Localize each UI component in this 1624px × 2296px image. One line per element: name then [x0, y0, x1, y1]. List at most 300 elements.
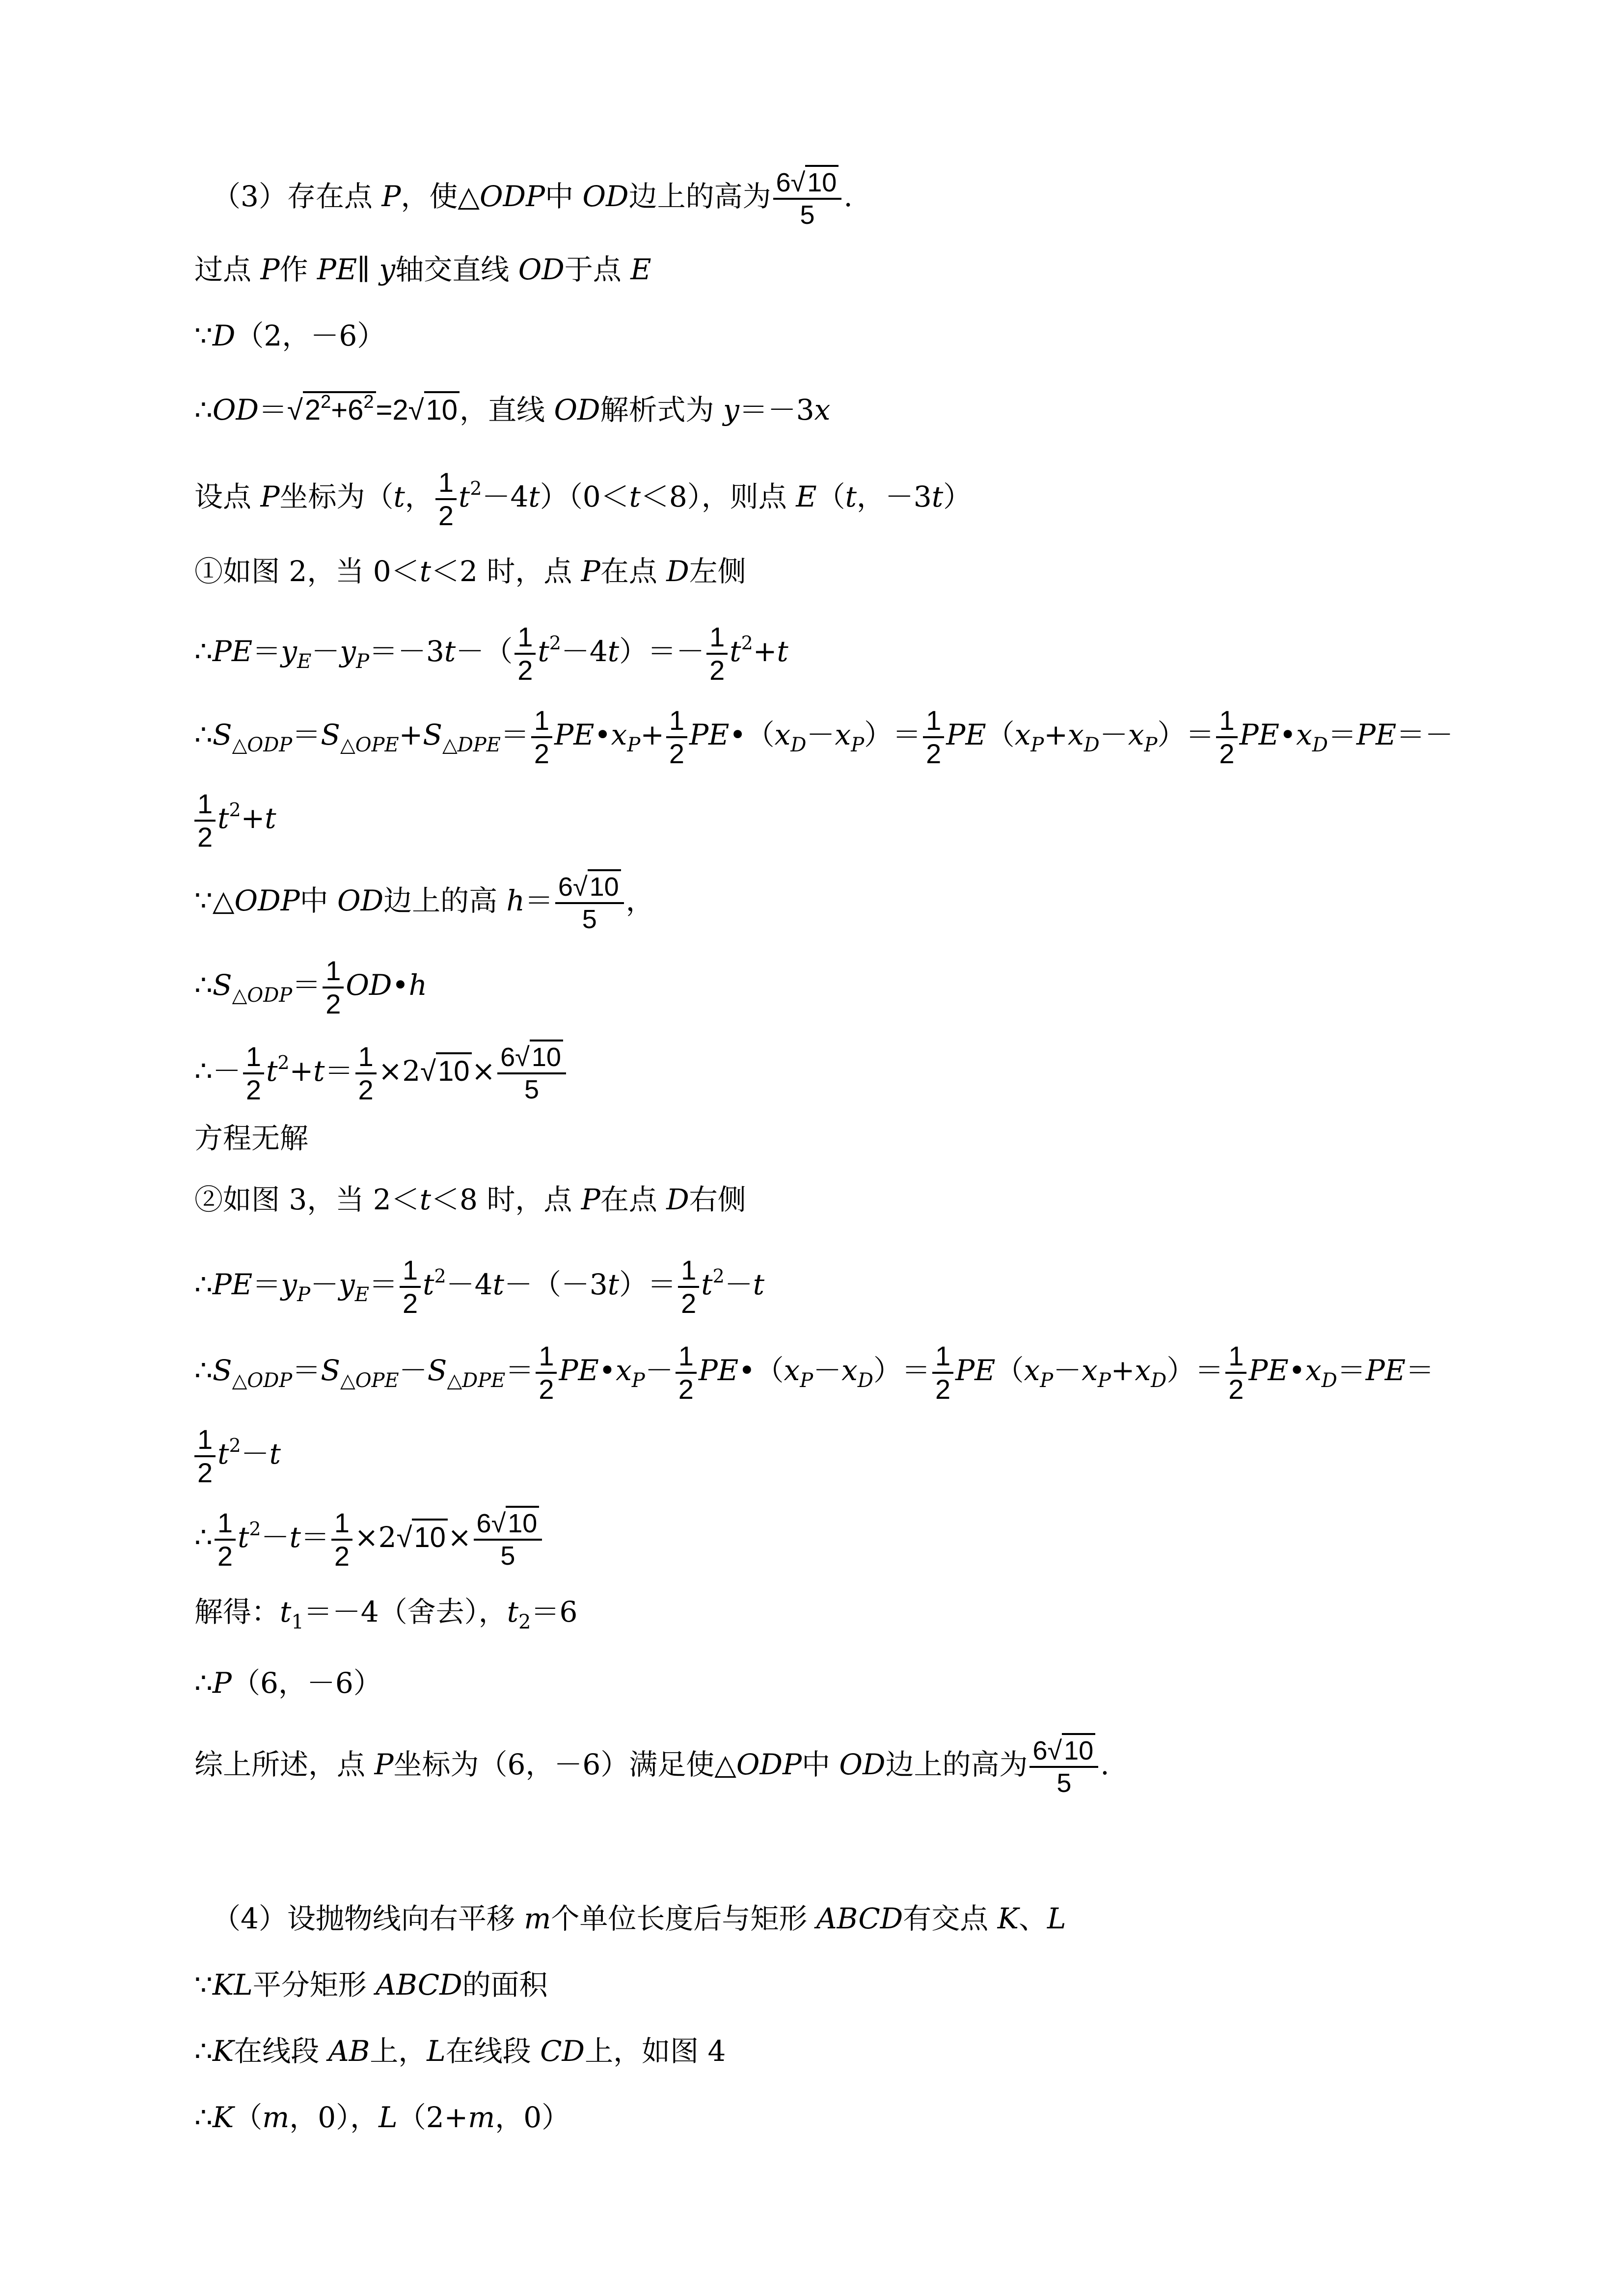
math-var: t — [528, 480, 540, 514]
fraction-half — [355, 1043, 377, 1104]
line-k-l-position — [194, 2034, 726, 2068]
math-var: x — [1067, 718, 1084, 752]
text: （ — [986, 718, 1015, 752]
math-var: K — [212, 2034, 234, 2068]
text: ×2 — [378, 1054, 421, 1088]
sub: P — [297, 1283, 310, 1307]
text: ＝ — [292, 1354, 321, 1388]
text: ）＝－ — [619, 635, 705, 668]
math-var: t — [458, 480, 470, 514]
math-var: ODP — [479, 180, 545, 214]
text: ）＝ — [1157, 718, 1215, 752]
text: 、 — [1019, 1902, 1048, 1935]
sub: P — [1040, 1369, 1054, 1392]
math-var: x — [1014, 718, 1031, 752]
text: ）＝ — [873, 1354, 930, 1388]
text: － — [1099, 718, 1128, 752]
math-var: m — [262, 2101, 290, 2134]
text: 边上的高 — [383, 884, 507, 918]
math-var: PE — [1365, 1354, 1406, 1388]
math-var: t — [423, 1268, 434, 1302]
text: 设点 — [194, 480, 261, 514]
math-var: PE — [689, 718, 730, 752]
text: × — [471, 1054, 496, 1088]
text: 平分矩形 — [252, 1968, 376, 2002]
sub: D — [1151, 1369, 1167, 1392]
math-var: y — [340, 635, 356, 668]
text: （2+ — [397, 2101, 468, 2134]
text: ②如图 3，当 2＜ — [194, 1183, 420, 1216]
math-var: x — [616, 1354, 632, 1388]
math-var: t — [419, 555, 431, 588]
text: （4）设抛物线向右平移 — [212, 1902, 524, 1935]
text: 上，如图 4 — [585, 2034, 726, 2068]
math-var: S — [321, 718, 340, 752]
sup: 2 — [741, 632, 753, 654]
math-var: S — [212, 718, 232, 752]
sub: P — [356, 650, 369, 673]
fraction-half — [666, 707, 687, 768]
math-var: P — [374, 1748, 394, 1782]
text: ，使△ — [401, 180, 480, 214]
den: 2 — [197, 822, 213, 853]
text: （ — [995, 1354, 1024, 1388]
sub: P — [1144, 734, 1158, 757]
line-area-case2-cont — [194, 1426, 281, 1487]
sub: D — [1312, 734, 1328, 757]
text: =2 — [376, 394, 408, 426]
den: 2 — [1219, 738, 1235, 769]
sub: D — [1083, 734, 1100, 757]
math-var: t — [753, 1268, 765, 1302]
text: 解析式为 — [600, 393, 723, 427]
sup: 2 — [363, 392, 374, 412]
num: 1 — [1225, 1342, 1246, 1374]
text: － — [261, 1521, 290, 1554]
math-var: y — [281, 635, 298, 668]
math-var: t — [607, 635, 620, 668]
math-var: t — [607, 1268, 620, 1302]
math-var: OD — [346, 968, 392, 1002]
math-var: AB — [328, 2034, 370, 2068]
math-var: S — [212, 968, 232, 1002]
line-area-case1 — [194, 707, 1453, 768]
text: ＝ — [292, 718, 321, 752]
text: ＝－3 — [369, 635, 444, 668]
math-var: t — [538, 635, 549, 668]
math-var: S — [212, 1354, 232, 1388]
text: • — [598, 1354, 616, 1388]
text: ，直线 — [460, 393, 554, 427]
text: + — [753, 635, 777, 668]
text: 边上的高为 — [628, 180, 771, 214]
math-var: P — [581, 1183, 600, 1216]
math-var: S — [427, 1354, 447, 1388]
sub: 2 — [518, 1611, 531, 1633]
math-var: S — [321, 1354, 340, 1388]
sub: E — [354, 1283, 369, 1307]
math-var: S — [423, 718, 442, 752]
math-var: t — [217, 801, 229, 835]
math-var: K — [997, 1902, 1019, 1935]
text: 中 — [801, 1748, 839, 1782]
text: ）＝ — [1166, 1354, 1224, 1388]
line-part3-intro — [212, 169, 853, 228]
math-var: P — [260, 480, 280, 514]
fraction-half — [531, 707, 552, 768]
line-draw-pe — [194, 255, 651, 284]
math-var: h — [408, 968, 427, 1002]
radicand: 10 — [1062, 1733, 1095, 1765]
math-var: E — [796, 480, 817, 514]
math-var: y — [723, 393, 739, 427]
text: ∴ — [194, 2101, 213, 2134]
line-part4-intro — [212, 1904, 1066, 1933]
text: +6 — [331, 394, 364, 426]
math-var: PE — [1248, 1354, 1289, 1388]
math-var: OD — [839, 1748, 886, 1782]
text: － — [645, 1354, 674, 1388]
math-var: t — [289, 1521, 301, 1554]
text: ）（0＜ — [540, 480, 629, 514]
math-var: t — [492, 1268, 504, 1302]
line-k-l-coords — [194, 2103, 570, 2132]
text: ∴ — [194, 393, 213, 427]
sup: 2 — [277, 1052, 290, 1074]
math-var: x — [835, 718, 851, 752]
math-var: P — [581, 555, 600, 588]
text: ∴ — [194, 635, 213, 668]
text: • — [1279, 718, 1297, 752]
text: + — [289, 1054, 314, 1088]
fraction-6sqrt10-over-5: $\frac{6√10}{5}$ — [1029, 1737, 1098, 1796]
sup: 2 — [249, 1518, 261, 1540]
fraction-half — [1225, 1342, 1246, 1403]
text: ＝ — [258, 393, 287, 427]
num: 1 — [531, 707, 552, 738]
line-area-case2 — [194, 1342, 1434, 1403]
math-var: ABCD — [376, 1968, 462, 2002]
sub: △ODP — [232, 984, 293, 1007]
text: ，0）， — [289, 2101, 379, 2134]
radicand: 10 — [506, 1506, 539, 1538]
sup: 2 — [712, 1265, 725, 1287]
text: （2，－6） — [235, 319, 386, 352]
text: 轴交直线 — [395, 253, 518, 286]
text: － — [1053, 1354, 1082, 1388]
text: 于点 — [564, 253, 631, 286]
fraction-half — [706, 623, 728, 684]
text: + — [241, 801, 265, 835]
line-case2 — [194, 1185, 746, 1214]
text: 中 — [545, 180, 583, 214]
math-var: t — [507, 1595, 518, 1629]
num: 1 — [706, 623, 728, 655]
math-var: PE — [212, 635, 253, 668]
text: ＝ — [300, 1521, 329, 1554]
radicand: 10 — [588, 869, 621, 902]
math-var: x — [1296, 718, 1312, 752]
num: 1 — [514, 623, 536, 655]
text: 中 — [299, 884, 338, 918]
sub: △DPE — [447, 1369, 506, 1392]
math-var: t — [217, 1437, 229, 1471]
line-case1 — [194, 557, 746, 586]
fraction-half — [678, 1256, 699, 1317]
math-var: x — [841, 1354, 858, 1388]
math-var: D — [666, 1183, 689, 1216]
text: － — [806, 718, 835, 752]
num: 1 — [666, 707, 687, 738]
text: . — [843, 180, 853, 214]
sub: △DPE — [442, 734, 501, 757]
den: 2 — [325, 988, 341, 1019]
math-var: t — [730, 635, 741, 668]
text: －4 — [561, 635, 608, 668]
fraction-half — [215, 1509, 236, 1570]
num: 1 — [331, 1509, 352, 1541]
math-var: t — [701, 1268, 713, 1302]
math-var: t — [777, 635, 788, 668]
math-var: OD — [212, 393, 259, 427]
fraction-half — [435, 469, 457, 530]
sup: 2 — [229, 799, 241, 821]
den: 2 — [669, 738, 685, 769]
fraction-half — [514, 623, 536, 684]
math-var: PE — [212, 1268, 253, 1302]
line-pe-case2 — [194, 1256, 764, 1317]
text: 在线段 — [445, 2034, 541, 2068]
den: 2 — [517, 655, 533, 686]
text: ＝ — [252, 1268, 281, 1302]
num: 6 — [1032, 1736, 1048, 1765]
math-var: PE — [554, 718, 595, 752]
math-var: P — [381, 180, 401, 214]
text: + — [399, 718, 423, 752]
sub: P — [1097, 1369, 1111, 1392]
fraction-half — [194, 790, 216, 851]
text: ∴ — [194, 2034, 213, 2068]
text: ＜2 时，点 — [431, 555, 581, 588]
text: ∵ — [194, 1968, 213, 2002]
fraction-half — [323, 957, 344, 1018]
den: 2 — [935, 1374, 951, 1405]
sub: 1 — [291, 1611, 304, 1633]
num: 1 — [323, 957, 344, 988]
math-var: t — [238, 1521, 249, 1554]
text: 综上所述，点 — [194, 1748, 375, 1782]
sub: P — [851, 734, 865, 757]
text: •（ — [738, 1354, 784, 1388]
math-var: PE — [946, 718, 986, 752]
math-var: D — [212, 319, 236, 352]
text: （ — [234, 2101, 263, 2134]
math-var: ODP — [736, 1748, 802, 1782]
den: 2 — [681, 1288, 697, 1319]
text: ∴ — [194, 1521, 213, 1554]
den: 2 — [197, 1457, 213, 1488]
text: ＝ — [500, 718, 529, 752]
math-var: L — [427, 2034, 446, 2068]
text: ∴ — [194, 968, 213, 1002]
math-var: x — [784, 1354, 800, 1388]
sub: P — [631, 1369, 645, 1392]
den: 2 — [926, 738, 942, 769]
den: 5 — [582, 905, 597, 934]
den: 2 — [217, 1541, 233, 1572]
text: ， — [405, 480, 433, 514]
math-var: L — [379, 2101, 398, 2134]
text: ， — [625, 884, 654, 918]
text: ＝ — [1327, 718, 1356, 752]
num: 1 — [536, 1342, 557, 1374]
text: • — [594, 718, 611, 752]
text: ×2 — [354, 1521, 397, 1554]
line-height-h — [194, 874, 654, 933]
math-var: P — [212, 1666, 232, 1700]
num: 1 — [355, 1043, 377, 1074]
text: ∴－ — [194, 1054, 241, 1088]
math-var: t — [313, 1054, 325, 1088]
math-var: K — [212, 2101, 234, 2134]
text: 在点 — [600, 555, 667, 588]
text: － — [241, 1437, 270, 1471]
text: ＝－3 — [739, 393, 814, 427]
radicand: 10 — [530, 1040, 563, 1072]
sub: △ODP — [232, 734, 293, 757]
text: ∥ — [357, 253, 379, 286]
num: 1 — [435, 469, 457, 500]
num: 6 — [500, 1042, 515, 1072]
text: • — [1288, 1354, 1305, 1388]
text: 在线段 — [234, 2034, 328, 2068]
text: 边上的高为 — [885, 1748, 1028, 1782]
fraction-half — [536, 1342, 557, 1403]
text: （6，－6） — [231, 1666, 382, 1700]
line-pe-case1 — [194, 623, 788, 684]
math-var: PE — [317, 253, 357, 286]
math-var: KL — [212, 1968, 253, 2002]
sqrt-expression — [303, 393, 376, 425]
math-var: t — [266, 1054, 278, 1088]
math-var: t — [265, 801, 276, 835]
num: 1 — [932, 1342, 953, 1374]
text: •（ — [729, 718, 775, 752]
den: 5 — [524, 1075, 540, 1104]
text: 个单位长度后与矩形 — [551, 1902, 816, 1935]
sub: P — [627, 734, 641, 757]
text: ＝ — [524, 884, 553, 918]
text: 过点 — [194, 253, 261, 286]
math-var: m — [468, 2101, 495, 2134]
math-var: PE — [698, 1354, 739, 1388]
math-var: D — [666, 555, 689, 588]
text: ＝6 — [531, 1595, 578, 1629]
math-var: x — [1024, 1354, 1040, 1388]
text: ＝ — [505, 1354, 534, 1388]
text: • — [392, 968, 409, 1002]
line-area-formula — [194, 957, 427, 1018]
math-var: t — [629, 480, 641, 514]
sub: △OPE — [340, 734, 399, 757]
text: 解得： — [194, 1595, 280, 1629]
math-var: y — [339, 1268, 355, 1302]
math-var: m — [524, 1902, 551, 1935]
math-var: x — [1135, 1354, 1151, 1388]
text: －4 — [446, 1268, 493, 1302]
fraction-half — [676, 1342, 697, 1403]
radicand: 10 — [805, 165, 839, 197]
line-equation-case2: ∴ $\frac{1}{2}$ $t^2-t=$ $\frac{1}{2}$ ×2√10× $\frac{6√10}{5}$ — [194, 1509, 544, 1570]
sup: 2 — [229, 1435, 241, 1457]
text: ，0） — [495, 2101, 570, 2134]
math-var: OD — [337, 884, 384, 918]
text: ＝－ — [1396, 718, 1454, 752]
text: ＝ — [292, 968, 321, 1002]
den: 5 — [800, 200, 815, 230]
den: 2 — [678, 1374, 694, 1405]
fraction-half — [331, 1509, 352, 1570]
math-var: t — [444, 635, 456, 668]
num: 1 — [676, 1342, 697, 1374]
num: 1 — [1216, 707, 1237, 738]
text: （3）存在点 — [212, 180, 382, 214]
math-var: t — [845, 480, 857, 514]
num: 1 — [215, 1509, 236, 1541]
text: －4 — [482, 480, 529, 514]
num: 1 — [400, 1256, 421, 1288]
text: －（－3 — [504, 1268, 608, 1302]
text: 左侧 — [689, 555, 746, 588]
math-var: y — [379, 253, 396, 286]
fraction-half — [923, 707, 944, 768]
line-od-length: $\therefore OD=√2^2+6^2=2√10$，直线 OD解析式为 y＝－3x — [194, 392, 831, 427]
den: 2 — [1228, 1374, 1244, 1405]
text: 坐标为（ — [279, 480, 394, 514]
text: 方程无解 — [194, 1121, 309, 1155]
num: 1 — [923, 707, 944, 738]
math-var: y — [281, 1268, 298, 1302]
line-point-d — [194, 321, 385, 350]
sub: P — [800, 1369, 813, 1392]
math-var: PE — [1356, 718, 1397, 752]
text: － — [399, 1354, 428, 1388]
text: ①如图 2，当 0＜ — [194, 555, 420, 588]
math-var: t — [419, 1183, 431, 1216]
math-var: ABCD — [816, 1902, 903, 1935]
text: ∵ — [194, 319, 213, 352]
den: 2 — [438, 500, 454, 531]
math-var: OD — [582, 180, 629, 214]
radicand: 10 — [436, 1052, 472, 1087]
math-var: t — [269, 1437, 281, 1471]
text: ）＝ — [864, 718, 921, 752]
sub: D — [790, 734, 807, 757]
math-var: x — [1128, 718, 1144, 752]
den: 2 — [534, 738, 550, 769]
text: － — [311, 635, 340, 668]
math-var: x — [814, 393, 831, 427]
text: － — [724, 1268, 753, 1302]
text: 2 — [304, 394, 321, 426]
num: 1 — [194, 1426, 216, 1457]
radicand: 10 — [412, 1519, 448, 1553]
text: 有交点 — [903, 1902, 998, 1935]
sub: △ODP — [232, 1369, 293, 1392]
sup: 2 — [434, 1265, 446, 1287]
math-var: t — [931, 480, 944, 514]
text: + — [1044, 718, 1068, 752]
